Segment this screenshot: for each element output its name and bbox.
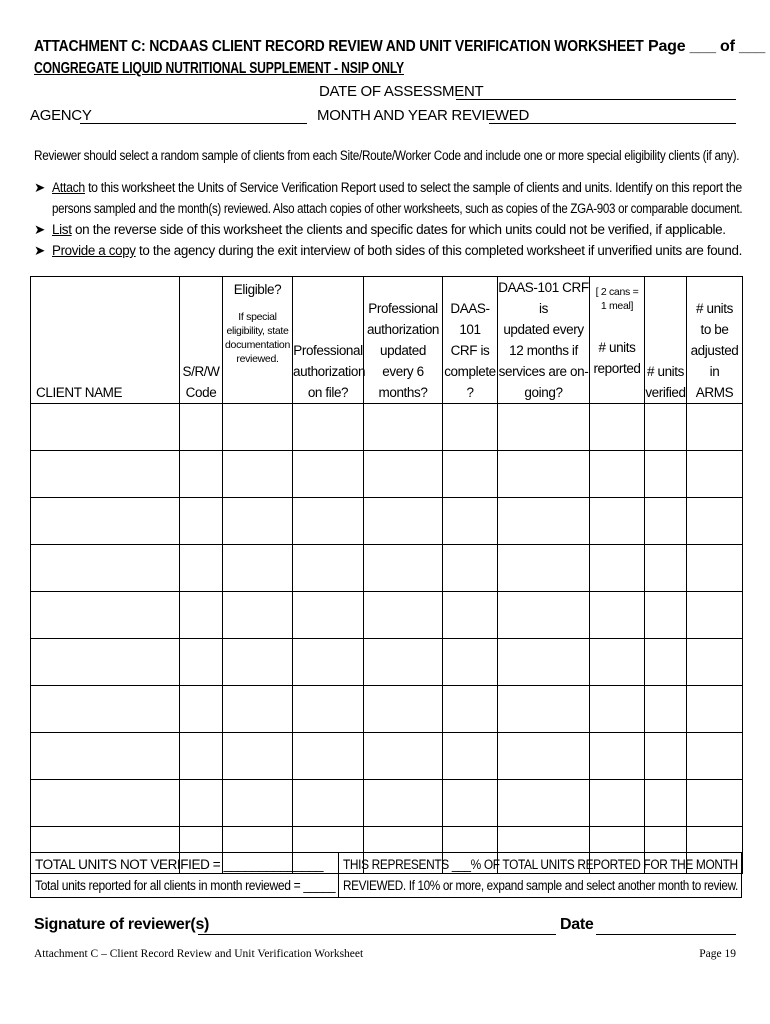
- month-year-label: MONTH AND YEAR REVIEWED: [317, 107, 530, 124]
- table-cell[interactable]: [687, 733, 743, 780]
- signature-field[interactable]: [198, 934, 556, 935]
- table-cell[interactable]: [687, 639, 743, 686]
- table-cell[interactable]: [687, 686, 743, 733]
- table-cell[interactable]: [180, 686, 223, 733]
- table-cell[interactable]: [443, 592, 498, 639]
- instruction-bullet-attach: ➤ Attach to this worksheet the Units of Service Verification Report used to select the sample of clients and units. Identify on this report the persons sampled and the month(s) reviewed. Also attach copies of other worksheets, such as copies of the ZGA-903 or comparable document.: [34, 177, 744, 219]
- table-cell[interactable]: [645, 780, 687, 827]
- table-cell[interactable]: [180, 498, 223, 545]
- table-cell[interactable]: [223, 733, 293, 780]
- table-cell[interactable]: [180, 733, 223, 780]
- table-cell[interactable]: [590, 498, 645, 545]
- table-cell[interactable]: [293, 733, 364, 780]
- table-cell[interactable]: [364, 639, 443, 686]
- header-row: [31, 277, 743, 404]
- form-title: ATTACHMENT C: NCDAAS CLIENT RECORD REVIEW AND UNIT VERIFICATION WORKSHEET: [34, 38, 644, 55]
- table-cell[interactable]: [687, 592, 743, 639]
- instructions-intro: Reviewer should select a random sample of clients from each Site/Route/Worker Code and include one or more special eligibility clients (if any).: [34, 148, 740, 163]
- arrow-bullet-icon: ➤: [34, 243, 45, 258]
- col-units-reported: [ 2 cans = 1 meal] # units reported: [590, 277, 645, 404]
- table-cell[interactable]: [590, 733, 645, 780]
- table-cell[interactable]: [443, 404, 498, 451]
- percentage-note: REVIEWED. If 10% or more, expand sample and select another month to review.: [343, 878, 738, 893]
- total-not-verified[interactable]: TOTAL UNITS NOT VERIFIED = ______________: [35, 857, 324, 872]
- agency-label: AGENCY: [30, 107, 92, 124]
- col-eligible: Eligible? If special eligibility, state documentation reviewed.: [223, 277, 293, 404]
- table-cell[interactable]: [590, 780, 645, 827]
- table-cell[interactable]: [293, 404, 364, 451]
- month-year-field[interactable]: [489, 123, 736, 124]
- table-cell[interactable]: [180, 451, 223, 498]
- table-cell[interactable]: [498, 780, 590, 827]
- table-cell[interactable]: [590, 686, 645, 733]
- table-cell[interactable]: [443, 451, 498, 498]
- table-cell[interactable]: [31, 404, 180, 451]
- table-cell[interactable]: [223, 404, 293, 451]
- table-row: [31, 686, 743, 733]
- table-cell[interactable]: [645, 451, 687, 498]
- table-cell[interactable]: [498, 592, 590, 639]
- table-cell[interactable]: [443, 733, 498, 780]
- table-cell[interactable]: [180, 545, 223, 592]
- table-cell[interactable]: [31, 451, 180, 498]
- instruction-bullet-provide: ➤ Provide a copy to the agency during the exit interview of both sides of this completed worksheet if unverified units are found.: [34, 240, 744, 261]
- table-cell[interactable]: [180, 780, 223, 827]
- agency-field[interactable]: [80, 123, 307, 124]
- table-cell[interactable]: [180, 592, 223, 639]
- table-cell[interactable]: [443, 780, 498, 827]
- table-cell[interactable]: [293, 498, 364, 545]
- table-row: [31, 592, 743, 639]
- table-cell[interactable]: [31, 733, 180, 780]
- table-cell[interactable]: [31, 639, 180, 686]
- table-cell[interactable]: [223, 592, 293, 639]
- footer-title: Attachment C – Client Record Review and Unit Verification Worksheet: [34, 948, 364, 960]
- table-row: [31, 404, 743, 451]
- form-subtitle: CONGREGATE LIQUID NUTRITIONAL SUPPLEMENT - NSIP ONLY: [34, 60, 404, 77]
- table-cell[interactable]: [645, 639, 687, 686]
- table-row: [31, 639, 743, 686]
- table-cell[interactable]: [590, 545, 645, 592]
- totals-divider: [338, 853, 339, 897]
- table-cell[interactable]: [645, 686, 687, 733]
- table-cell[interactable]: [31, 780, 180, 827]
- table-cell[interactable]: [223, 498, 293, 545]
- arrow-bullet-icon: ➤: [34, 180, 45, 195]
- date-label: Date: [560, 916, 594, 933]
- table-cell[interactable]: [223, 545, 293, 592]
- table-cell[interactable]: [645, 545, 687, 592]
- table-cell[interactable]: [498, 404, 590, 451]
- table-cell[interactable]: [590, 592, 645, 639]
- table-cell[interactable]: [590, 639, 645, 686]
- col-crf-complete: DAAS-101 CRF is complete ?: [443, 277, 498, 404]
- footer-page-number: Page 19: [699, 948, 736, 960]
- table-cell[interactable]: [180, 639, 223, 686]
- table-cell[interactable]: [293, 592, 364, 639]
- total-reported-all[interactable]: Total units reported for all clients in month reviewed = _____: [35, 878, 336, 893]
- table-cell[interactable]: [498, 545, 590, 592]
- table-cell[interactable]: [31, 498, 180, 545]
- percentage-represents[interactable]: THIS REPRESENTS ___% OF TOTAL UNITS REPORTED FOR THE MONTH: [343, 857, 738, 872]
- table-cell[interactable]: [364, 686, 443, 733]
- table-cell[interactable]: [443, 686, 498, 733]
- col-srw-code: S/R/W Code: [180, 277, 223, 404]
- table-cell[interactable]: [31, 545, 180, 592]
- table-cell[interactable]: [364, 451, 443, 498]
- table-cell[interactable]: [687, 451, 743, 498]
- table-row: [31, 451, 743, 498]
- date-of-assessment-field[interactable]: [456, 99, 736, 100]
- table-cell[interactable]: [645, 404, 687, 451]
- table-cell[interactable]: [364, 780, 443, 827]
- table-cell[interactable]: [687, 545, 743, 592]
- table-cell[interactable]: [293, 639, 364, 686]
- page-of-field[interactable]: Page ___ of ___: [648, 38, 766, 55]
- table-cell[interactable]: [293, 780, 364, 827]
- table-cell[interactable]: [31, 686, 180, 733]
- table-cell[interactable]: [180, 404, 223, 451]
- client-review-table: [30, 276, 743, 874]
- table-cell[interactable]: [364, 404, 443, 451]
- table-cell[interactable]: [364, 498, 443, 545]
- table-cell[interactable]: [364, 545, 443, 592]
- table-cell[interactable]: [223, 780, 293, 827]
- table-row: [31, 780, 743, 827]
- table-cell[interactable]: [590, 404, 645, 451]
- col-authorization-updated: Professional authorization updated every 6 months?: [364, 277, 443, 404]
- table-row: [31, 733, 743, 780]
- date-of-assessment-label: DATE OF ASSESSMENT: [319, 83, 484, 100]
- table-cell[interactable]: [645, 592, 687, 639]
- signature-label: Signature of reviewer(s): [34, 916, 210, 933]
- col-units-adjusted: # units to be adjusted in ARMS: [687, 277, 743, 404]
- table-cell[interactable]: [687, 498, 743, 545]
- table-cell[interactable]: [293, 545, 364, 592]
- table-cell[interactable]: [645, 733, 687, 780]
- table-cell[interactable]: [31, 592, 180, 639]
- table-cell[interactable]: [498, 686, 590, 733]
- table-cell[interactable]: [498, 733, 590, 780]
- table-cell[interactable]: [223, 639, 293, 686]
- table-cell[interactable]: [364, 592, 443, 639]
- arrow-bullet-icon: ➤: [34, 222, 45, 237]
- table-cell[interactable]: [443, 545, 498, 592]
- table-cell[interactable]: [443, 639, 498, 686]
- col-units-verified: # units verified: [645, 277, 687, 404]
- table-cell[interactable]: [223, 451, 293, 498]
- table-cell[interactable]: [498, 639, 590, 686]
- table-cell[interactable]: [293, 686, 364, 733]
- table-cell[interactable]: [293, 451, 364, 498]
- table-cell[interactable]: [687, 780, 743, 827]
- col-crf-updated: DAAS-101 CRF is updated every 12 months if services are on- going?: [498, 277, 590, 404]
- table-cell[interactable]: [498, 451, 590, 498]
- table-cell[interactable]: [590, 451, 645, 498]
- col-client-name: CLIENT NAME: [31, 277, 180, 404]
- table-cell[interactable]: [645, 498, 687, 545]
- instruction-bullet-list: ➤ List on the reverse side of this worksheet the clients and specific dates for which units could not be verified, if applicable.: [34, 219, 744, 240]
- table-row: [31, 545, 743, 592]
- table-cell[interactable]: [687, 404, 743, 451]
- table-cell[interactable]: [223, 686, 293, 733]
- table-cell[interactable]: [498, 498, 590, 545]
- table-cell[interactable]: [364, 733, 443, 780]
- totals-box: [30, 852, 742, 898]
- col-professional-authorization: Professional authorization on file?: [293, 277, 364, 404]
- table-row: [31, 498, 743, 545]
- signature-date-field[interactable]: [596, 934, 736, 935]
- table-cell[interactable]: [443, 498, 498, 545]
